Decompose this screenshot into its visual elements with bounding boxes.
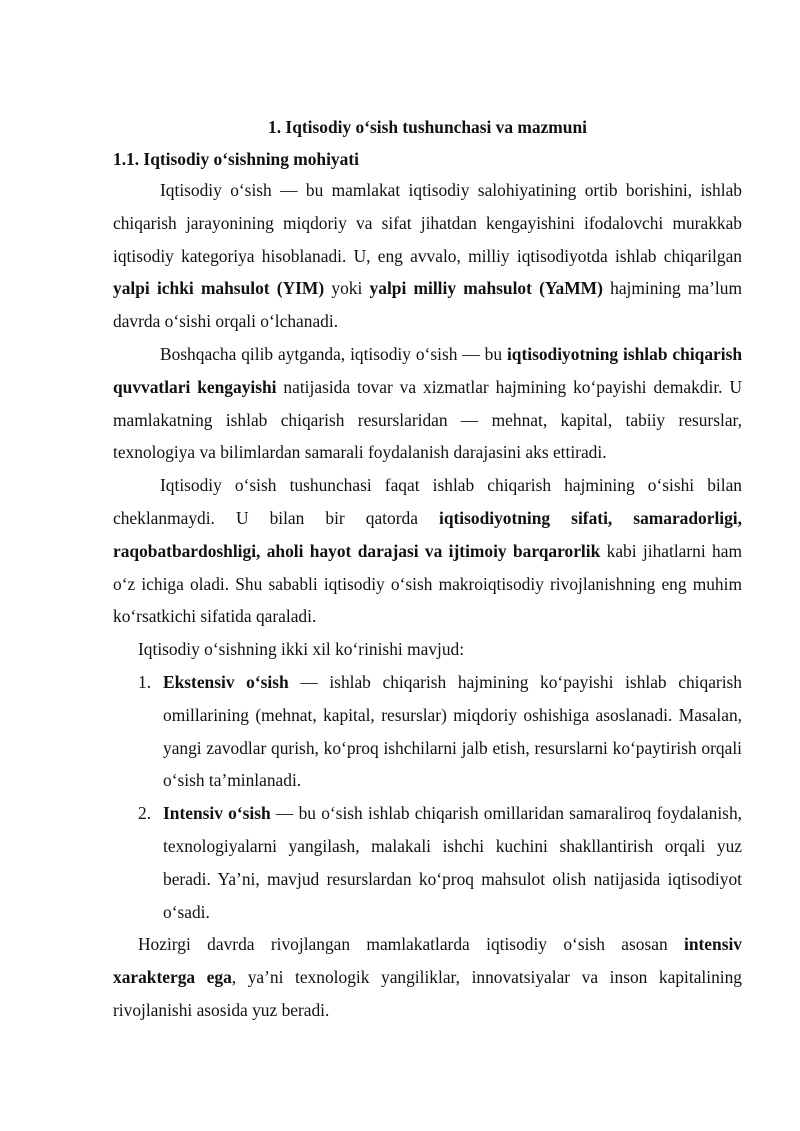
document-page <box>113 113 742 1027</box>
list-text: — ishlab chiqarish hajmining ko‘payishi ishlab chiqarish omillarining (mehnat, kapital, resurslar) miqdoriy oshishiga asoslanadi. Masalan, yangi zavodlar qurish, ko‘proq ishchilarni jalb etish, resurslarni ko‘paytirish orqali o‘sish ta’minlanadi. <box>163 671 743 791</box>
section-heading: 1. Iqtisodiy o‘sish tushunchasi va mazmuni <box>268 117 587 137</box>
paragraph-capacity <box>113 338 742 469</box>
text-run: kabi jihatlarni ham o‘z ichiga oladi. Shu sababli iqtisodiy o‘sish makroiqtisodiy rivojlanishning eng muhim ko‘rsatkichi sifatida qaraladi. <box>113 540 742 627</box>
list-item <box>113 797 742 928</box>
bold-term-gdp: yalpi ichki mahsulot (YIM) <box>113 278 325 299</box>
list-number: 1. <box>138 671 152 692</box>
list-item <box>113 666 742 797</box>
paragraph-definition <box>113 174 742 338</box>
growth-types-list <box>113 666 742 928</box>
text-run: Boshqacha qilib aytganda, iqtisodiy o‘sish — bu <box>160 343 507 364</box>
list-text: — bu o‘sish ishlab chiqarish omillaridan samaraliroq foydalanish, texnologiyalarni yangilash, malakali ishchi kuchini shakllantirish orqali yuz beradi. Ya’ni, mavjud resurslardan ko‘proq mahsulot olish natijasida iqtisodiyot o‘sadi. <box>163 803 742 922</box>
text-run: , ya’ni texnologik yangiliklar, innovatsiyalar va inson kapitalining rivojlanishi asosida yuz beradi. <box>113 967 743 1020</box>
text-run: hajmining ma’lum davrda o‘sishi orqali o‘lchanadi. <box>113 278 742 332</box>
text-run: yoki <box>324 278 370 299</box>
paragraph-quality <box>113 469 742 633</box>
list-number: 2. <box>138 803 152 824</box>
bold-term-gnp: yalpi milliy mahsulot (YaMM) <box>369 278 603 299</box>
paragraph-conclusion <box>113 928 742 1026</box>
bold-term-capacity: iqtisodiyotning ishlab chiqarish quvvatlari kengayishi <box>113 343 743 397</box>
text-run: Hozirgi davrda rivojlangan mamlakatlarda iqtisodiy o‘sish asosan <box>138 934 685 955</box>
paragraph-types-intro: Iqtisodiy o‘sishning ikki xil ko‘rinishi mavjud: <box>138 639 465 660</box>
list-term: Intensiv o‘sish <box>163 803 271 824</box>
text-run: Iqtisodiy o‘sish — bu mamlakat iqtisodiy salohiyatining ortib borishini, ishlab chiqarish jarayonining miqdoriy va sifat jihatdan kengayishini ifodalovchi murakkab iqtisodiy kategoriya hisoblanadi. U, eng avvalo, milliy iqtisodiyotda ishlab chiqarilgan <box>113 180 742 266</box>
text-run: natijasida tovar va xizmatlar hajmining ko‘payishi demakdir. U mamlakatning ishlab chiqarish resurslaridan — mehnat, kapital, tabiiy resurslar, texnologiya va bilimlardan samarali foydalanish darajasini aks ettiradi. <box>113 376 743 463</box>
subsection-heading: 1.1. Iqtisodiy o‘sishning mohiyati <box>113 149 359 169</box>
bold-term-quality: iqtisodiyotning sifati, samaradorligi, raqobatbardoshligi, aholi hayot darajasi va ijtimoiy barqarorlik <box>113 507 742 561</box>
list-term: Ekstensiv o‘sish <box>163 671 289 692</box>
text-run: Iqtisodiy o‘sish tushunchasi faqat ishlab chiqarish hajmining o‘sishi bilan cheklanmaydi. U bilan bir qatorda <box>113 475 742 528</box>
bold-term-intensive: intensiv xarakterga ega <box>113 934 742 988</box>
